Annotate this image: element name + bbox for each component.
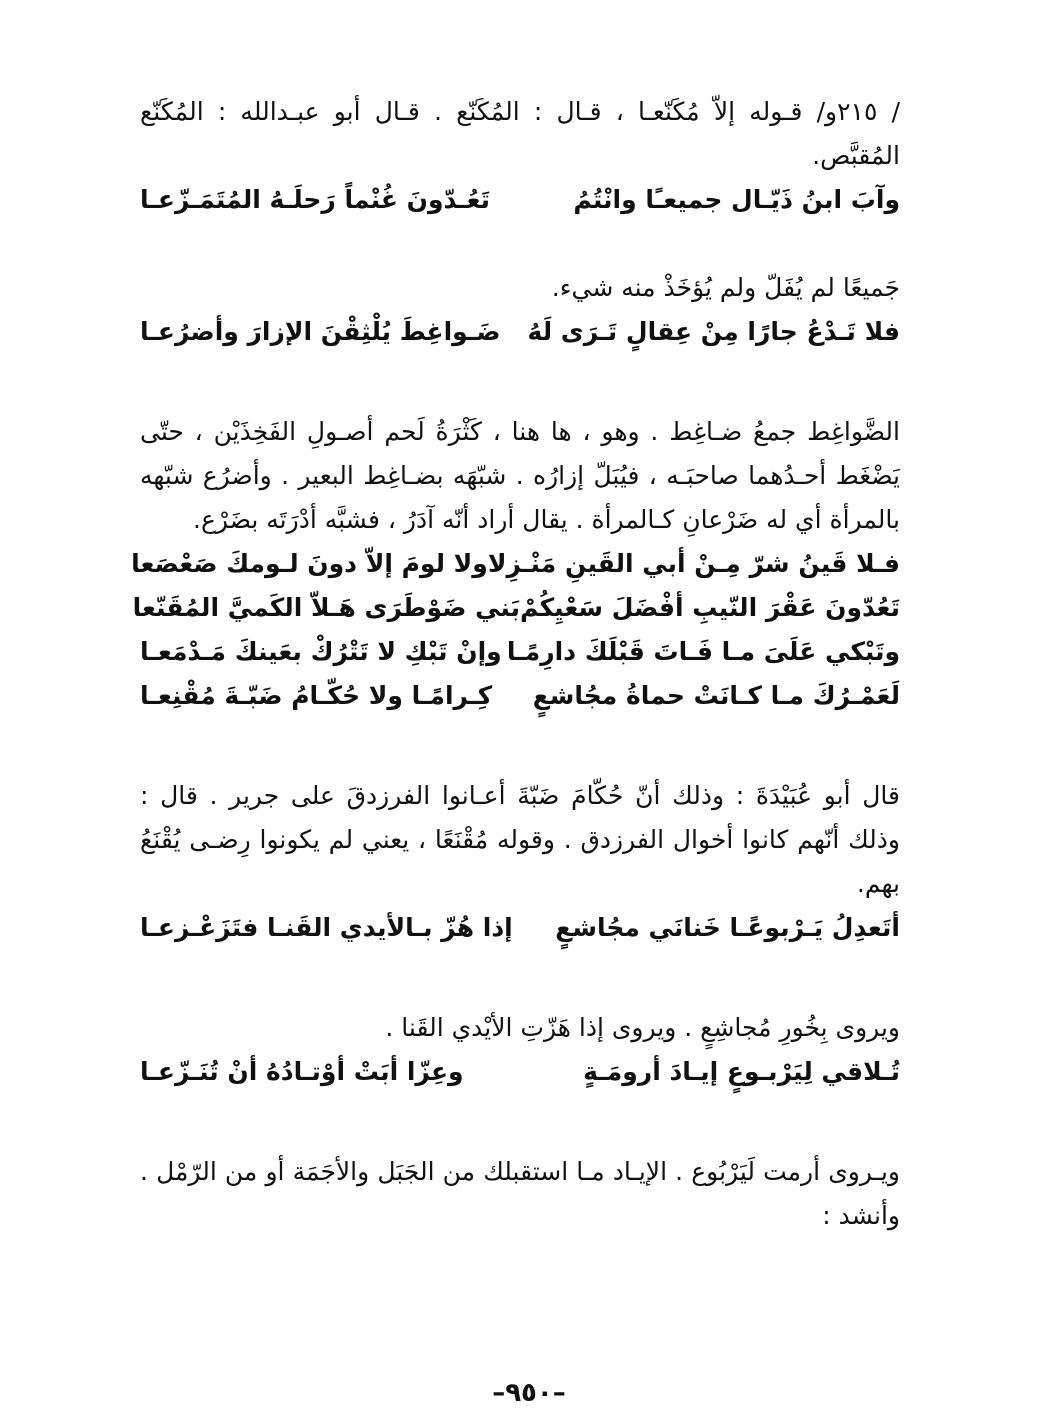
commentary-paragraph: جَميعًا لم يُفَلّ ولم يُؤخَذْ منه شيء. [551, 273, 900, 302]
verse-first-hemistich: أتَعدِلُ يَـرْبوعًـا خَنانَي مجُاشعٍ [555, 913, 900, 942]
verse-second-hemistich: بَني ضَوْطَرَى هَـلاّ الكَميَّ المُقَنّعا [132, 593, 520, 622]
verse-second-hemistich: ولا لومَ إلاّ دونَ لـومكَ صَعْصَعا [131, 549, 488, 578]
spacer [140, 222, 900, 266]
verse-second-hemistich: كِـرامًـا ولا حُكّـامُ ضَبّـةَ مُقْنِعـا [140, 681, 493, 710]
verse-first-hemistich: فـلا قَينُ شرّ مِـنْ أبي القَينِ مَنْـزِلا [487, 549, 900, 578]
commentary-paragraph: قال أبو عُبَيْدَةَ : وذلك أنّ حُكّامَ ضَبّةَ أعـانوا الفرزدقَ على جرير . قال : وذلك أنّهم كانوا أخوال الفرزدق . وقوله مُقْنَعًا ، يعني لم يكونوا رِضـى يُقْنَعُ بهم. [140, 781, 900, 898]
verse-first-hemistich: وتَبْكي عَلَىَ مـا فَـاتَ قَبْلَكَ دارِمًـا [506, 637, 900, 666]
document-page [131, 90, 900, 1238]
verse-line [140, 1050, 900, 1094]
spacer [140, 950, 900, 1006]
verse-first-hemistich: وآبَ ابنُ ذَيّـال جميعـًا وانْتُمُ [573, 185, 900, 214]
verse-second-hemistich: إذا هُزّ بـالأيدي القَنـا فتَزَعْـزعـا [140, 913, 513, 942]
spacer [140, 1094, 900, 1150]
verse-first-hemistich: فلا تَـدْعُ جارًا مِنْ عِقالٍ تَـرَى لَهُ [527, 317, 900, 346]
spacer [140, 354, 900, 410]
commentary-paragraph: ويـروى أرمت لَيَرْبُوع . الإيـاد مـا استقبلك من الجَبَل والأجَمَة أو من الرّمْل . وأنشد : [140, 1157, 900, 1230]
verse-second-hemistich: وعِزّا أبَتْ أوْتـادُهُ أنْ تُنَـزّعـا [140, 1057, 464, 1086]
verse-first-hemistich: تَعُدّونَ عَقْرَ النّيبِ أفْضَلَ سَعْيِكُمْ [519, 593, 900, 622]
verse-line [140, 310, 900, 354]
verse-line [140, 674, 900, 718]
verse-line [131, 542, 900, 586]
verse-first-hemistich: تُـلاقي لِيَرْبـوعٍ إيـادَ أرومَـةٍ [583, 1057, 900, 1086]
verse-line [132, 586, 900, 630]
verse-second-hemistich: وإنْ تَبْكِ لا تَتْرُكْ بعَينكَ مَـدْمَعـا [140, 637, 502, 666]
commentary-paragraph: / ٢١٥و/ قـوله إلاّ مُكَنّعـا ، قـال : المُكَنّع . قـال أبو عبـدالله : المُكَنّع المُقبَّص. [140, 97, 900, 170]
verse-line [140, 906, 900, 950]
spacer [140, 718, 900, 774]
verse-line [140, 178, 900, 222]
verse-first-hemistich: لَعَمْـرُكَ مـا كـانَتْ حماةُ مجُاشعٍ [532, 681, 900, 710]
verse-line [140, 630, 900, 674]
verse-second-hemistich: ضَـواغِطَ يُلْثِقْنَ الإزارَ وأضرُعـا [140, 317, 501, 346]
commentary-paragraph: ويروى بِخُورِ مُجاشِعٍ . ويروى إذا هَزّتِ الأيْدي القَنا . [385, 1013, 900, 1042]
page-number: –٩٥٠– [492, 1378, 566, 1408]
verse-second-hemistich: تَعُـدّونَ غُنْماً رَحلَـهُ المُتَمَـزّعـا [140, 185, 491, 214]
commentary-paragraph: الضَّواغِط جمعُ ضـاغِط . وهو ، ها هنا ، كَثْرَةُ لَحم أصـولِ الفَخِذَيْن ، حتّى يَضْغَط أحـدُهما صاحبَـه ، فيُبَلّ إزارُه . شبّهَه بضـاغِط البعير . وأضرُع شبّهه بالمرأة أي له ضَرْعانِ كـالمرأة . يقال أراد أنّه آدَرُ ، فشبَّه أدْرَتَه بضَرْع. [140, 417, 900, 534]
